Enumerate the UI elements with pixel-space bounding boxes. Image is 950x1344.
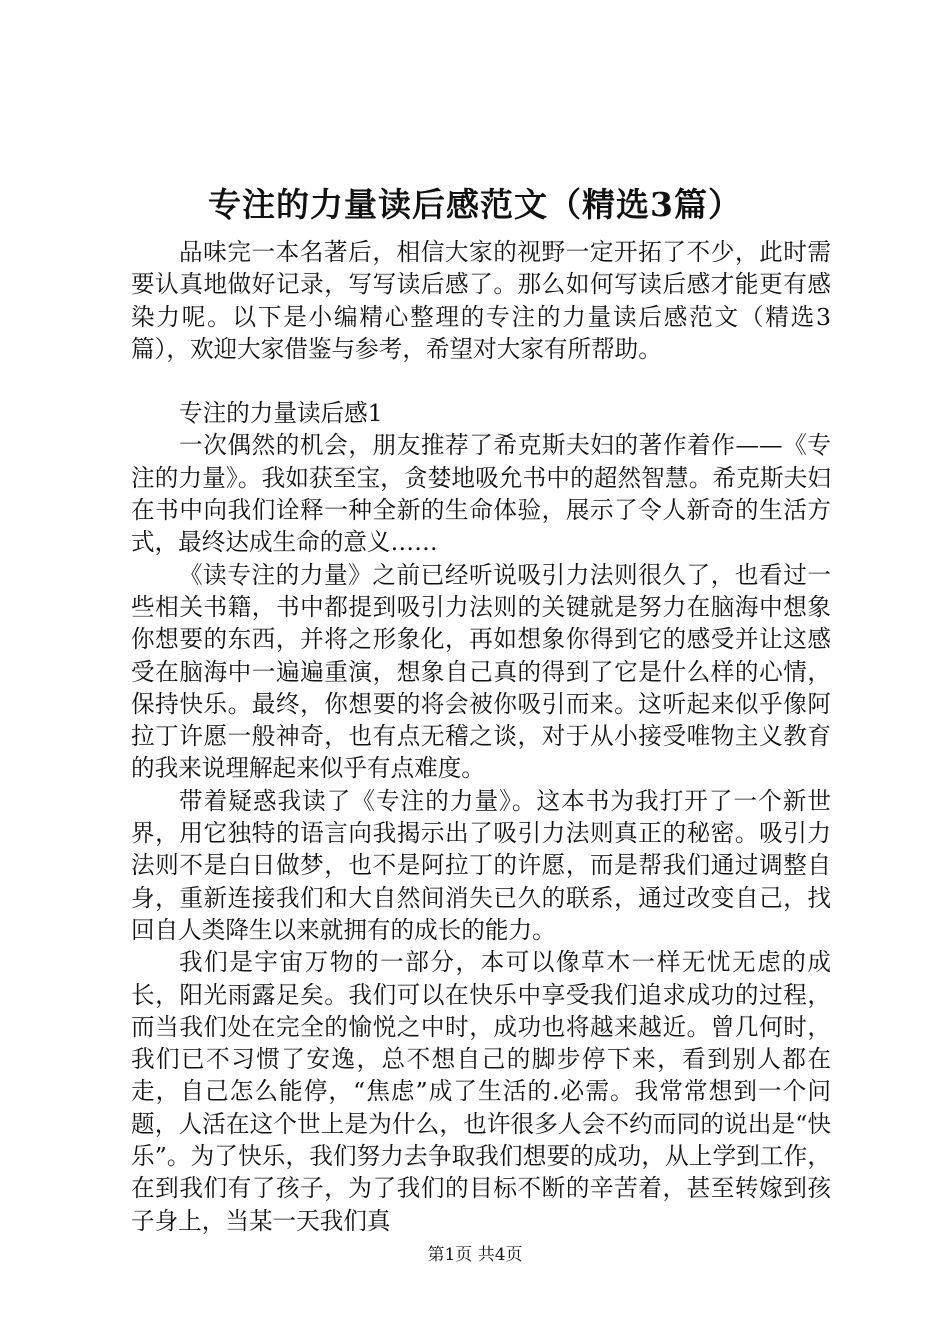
body-paragraph-2: 《读专注的力量》之前已经听说吸引力法则很久了，也看过一些相关书籍，书中都提到吸引力法则的关键就是努力在脑海中想象你想要的东西，并将之形象化，再如想象你得到它的感受并让这感受在脑海中一遍遍重演，想象自己真的得到了它是什么样的心情，保持快乐。最终，你想要的将会被你吸引而来。这听起来似乎像阿拉丁许愿一般神奇，也有点无稽之谈，对于从小接受唯物主义教育的我来说理解起来似乎有点难度。 [131,560,831,783]
body-paragraph-3: 带着疑惑我读了《专注的力量》。这本书为我打开了一个新世界，用它独特的语言向我揭示出了吸引力法则真正的秘密。吸引力法则不是白日做梦，也不是阿拉丁的许愿，而是帮我们通过调整自身，重新连接我们和大自然间消失已久的联系，通过改变自己，找回自人类降生以来就拥有的成长的能力。 [131,786,831,944]
paragraph-spacer [131,365,831,397]
intro-paragraph: 品味完一本名著后，相信大家的视野一定开拓了不少，此时需要认真地做好记录，写写读后感了。那么如何写读后感才能更有感染力呢。以下是小编精心整理的专注的力量读后感范文（精选3篇），欢迎大家借鉴与参考，希望对大家有所帮助。 [131,238,831,363]
body-paragraph-1: 一次偶然的机会，朋友推荐了希克斯夫妇的著作着作——《专注的力量》。我如获至宝，贪婪地吸允书中的超然智慧。希克斯夫妇在书中向我们诠释一种全新的生命体验，展示了令人新奇的生活方式，最终达成生命的意义…… [131,431,831,557]
section-heading: 专注的力量读后感1 [179,399,383,428]
body-paragraph-4: 我们是宇宙万物的一部分，本可以像草木一样无忧无虑的成长，阳光雨露足矣。我们可以在快乐中享受我们追求成功的过程，而当我们处在完全的愉悦之中时，成功也将越来越近。曾几何时，我们已不习惯了安逸，总不想自己的脚步停下来，看到别人都在走，自己怎么能停，“焦虑”成了生活的.必需。我常常想到一个问题，人活在这个世上是为什么，也许很多人会不约而同的说出是“快乐”。为了快乐，我们努力去争取我们想要的成功，从上学到工作，在到我们有了孩子，为了我们的目标不断的辛苦着，甚至转嫁到孩子身上，当某一天我们真 [131,948,831,1235]
document-body [131,236,831,1237]
document-title: 专注的力量读后感范文（精选3篇） [208,185,742,224]
page-footer: 第1页 共4页 [427,1245,523,1265]
